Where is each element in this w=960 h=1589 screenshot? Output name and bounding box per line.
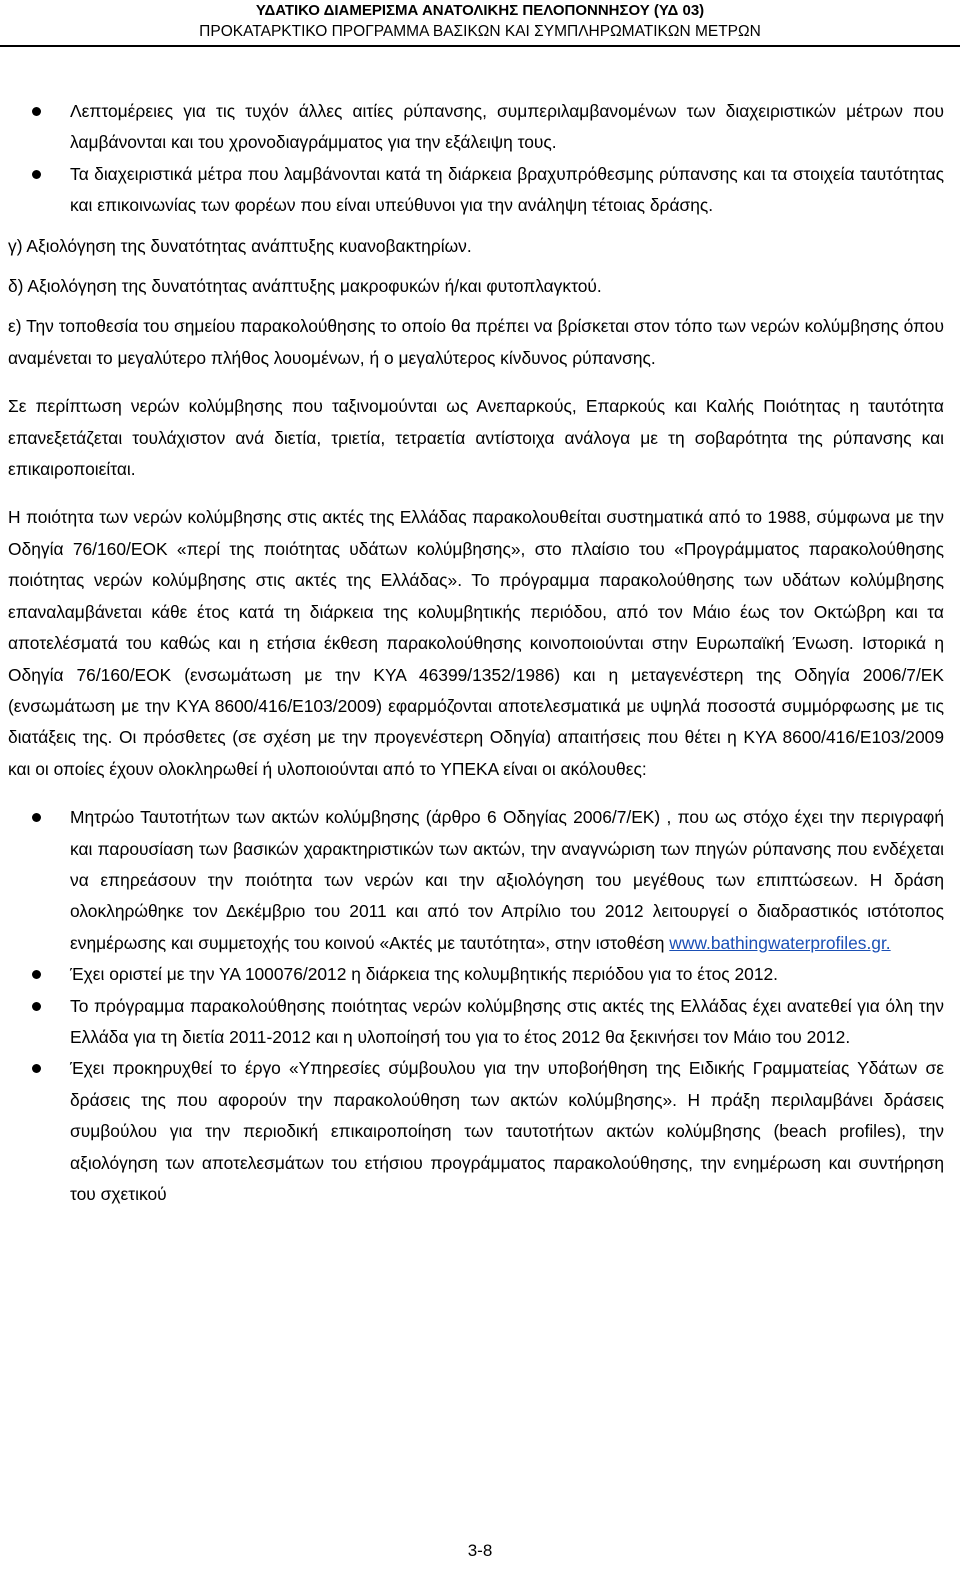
- list-item: Το πρόγραμμα παρακολούθησης ποιότητας νερών κολύμβησης στις ακτές της Ελλάδας έχει ανατεθεί για όλη την Ελλάδα για τη διετία 2011-2012 και η υλοποίησή του για το έτος 2012 θα ξεκινήσει τον Μάιο του 2012.: [8, 991, 944, 1054]
- list-item: Τα διαχειριστικά μέτρα που λαμβάνονται κατά τη διάρκεια βραχυπρόθεσμης ρύπανσης και τα στοιχεία ταυτότητας και επικοινωνίας των φορέων που είναι υπεύθυνοι για την ανάληψη τέτοιας δράσης.: [8, 159, 944, 222]
- bathingwaterprofiles-link[interactable]: www.bathingwaterprofiles.gr.: [669, 932, 891, 953]
- bullet-icon: [32, 107, 41, 116]
- bullet-list-bottom: [8, 802, 944, 1210]
- paragraph-review: Σε περίπτωση νερών κολύμβησης που ταξινομούνται ως Ανεπαρκούς, Επαρκούς και Καλής Ποιότητας η ταυτότητα επανεξετάζεται τουλάχιστον ανά διετία, τριετία, τετραετία αντίστοιχα ανάλογα με τη σοβαρότητα της ρύπανσης και επικαιροποιείται.: [8, 396, 944, 480]
- paragraph-gamma: γ) Αξιολόγηση της δυνατότητας ανάπτυξης κυανοβακτηρίων.: [8, 235, 472, 256]
- header-divider: [0, 45, 960, 47]
- bullet-icon: [32, 170, 41, 179]
- list-item: Έχει προκηρυχθεί το έργο «Υπηρεσίες σύμβουλου για την υποβοήθηση της Ειδικής Γραμματείας Υδάτων σε δράσεις της που αφορούν την παρακολούθηση των ακτών κολύμβησης». Η πράξη περιλαμβάνει δράσεις συμβούλου για την περιοδική επικαιροποίηση των ταυτοτήτων ακτών κολύμβησης (beach profiles), την αξιολόγηση των αποτελεσμάτων του ετήσιου προγράμματος παρακολούθησης, την ενημέρωση και συντήρηση του σχετικού: [8, 1053, 944, 1210]
- list-item: Μητρώο Ταυτοτήτων των ακτών κολύμβησης (άρθρο 6 Οδηγίας 2006/7/ΕΚ) , που ως στόχο έχει την περιγραφή και παρουσίαση των βασικών χαρακτηριστικών των ακτών, την αναγνώριση των πηγών ρύπανσης που ενδέχεται να επηρεάσουν την ποιότητα των νερών και την αξιολόγηση του μεγέθους των επιπτώσεων. Η δράση ολοκληρώθηκε τον Δεκέμβριο του 2011 και από τον Απρίλιο του 2012 λειτουργεί ο διαδραστικός ιστότοπος ενημέρωσης και συμμετοχής του κοινού «Ακτές με ταυτότητα», στην ιστοθέση www.bathingwaterprofiles.gr.: [8, 802, 944, 959]
- list-item: Λεπτομέρειες για τις τυχόν άλλες αιτίες ρύπανσης, συμπεριλαμβανομένων των διαχειριστικών μέτρων που λαμβάνονται και του χρονοδιαγράμματος για την εξάλειψη τους.: [8, 96, 944, 159]
- page-header: [0, 0, 960, 46]
- document-body: [8, 96, 944, 1210]
- header-title: ΥΔΑΤΙΚΟ ΔΙΑΜΕΡΙΣΜΑ ΑΝΑΤΟΛΙΚΗΣ ΠΕΛΟΠΟΝΝΗΣΟΥ (ΥΔ 03): [255, 2, 705, 19]
- bullet-icon: [32, 813, 41, 822]
- header-subtitle: ΠΡΟΚΑΤΑΡΚΤΙΚΟ ΠΡΟΓΡΑΜΜΑ ΒΑΣΙΚΩΝ ΚΑΙ ΣΥΜΠΛΗΡΩΜΑΤΙΚΩΝ ΜΕΤΡΩΝ: [199, 23, 761, 40]
- bullet-list-top: [8, 96, 944, 222]
- paragraph-delta: δ) Αξιολόγηση της δυνατότητας ανάπτυξης μακροφυκών ή/και φυτοπλαγκτού.: [8, 276, 602, 297]
- paragraph-epsilon: ε) Την τοποθεσία του σημείου παρακολούθησης το οποίο θα πρέπει να βρίσκεται στον τόπο των νερών κολύμβησης όπου αναμένεται το μεγαλύτερο πλήθος λουομένων, ή ο μεγαλύτερος κίνδυνος ρύπανσης.: [8, 316, 944, 368]
- bullet-icon: [32, 1002, 41, 1011]
- bullet-icon: [32, 1064, 41, 1073]
- bullet-icon: [32, 970, 41, 979]
- paragraph-quality: Η ποιότητα των νερών κολύμβησης στις ακτές της Ελλάδας παρακολουθείται συστηματικά από το 1988, σύμφωνα με την Οδηγία 76/160/ΕΟΚ «περί της ποιότητας υδάτων κολύμβησης», στο πλαίσιο του «Προγράμματος παρακολούθησης ποιότητας νερών κολύμβησης στις ακτές της Ελλάδας». Το πρόγραμμα παρακολούθησης των υδάτων κολύμβησης επαναλαμβάνεται κάθε έτος κατά τη διάρκεια της κολυμβητικής περιόδου, από τον Μάιο έως τον Οκτώβρη και τα αποτελέσματά του καθώς και η ετήσια έκθεση παρακολούθησης κοινοποιούνται στην Ευρωπαϊκή Ένωση. Ιστορικά η Οδηγία 76/160/ΕΟΚ (ενσωμάτωση με την ΚΥΑ 46399/1352/1986) και η μεταγενέστερη της Οδηγία 2006/7/ΕΚ (ενσωμάτωση με την ΚΥΑ 8600/416/Ε103/2009) εφαρμόζονται αποτελεσματικά με υψηλά ποσοστά συμμόρφωσης με τις διατάξεις της. Οι πρόσθετες (σε σχέση με την προγενέστερη Οδηγία) απαιτήσεις που θέτει η ΚΥΑ 8600/416/Ε103/2009 και οι οποίες έχουν ολοκληρωθεί ή υλοποιούνται από το ΥΠΕΚΑ είναι οι ακόλουθες:: [8, 507, 944, 779]
- page-number: 3-8: [467, 1541, 493, 1560]
- list-item: Έχει οριστεί με την ΥΑ 100076/2012 η διάρκεια της κολυμβητικής περιόδου για το έτος 2012.: [8, 959, 944, 990]
